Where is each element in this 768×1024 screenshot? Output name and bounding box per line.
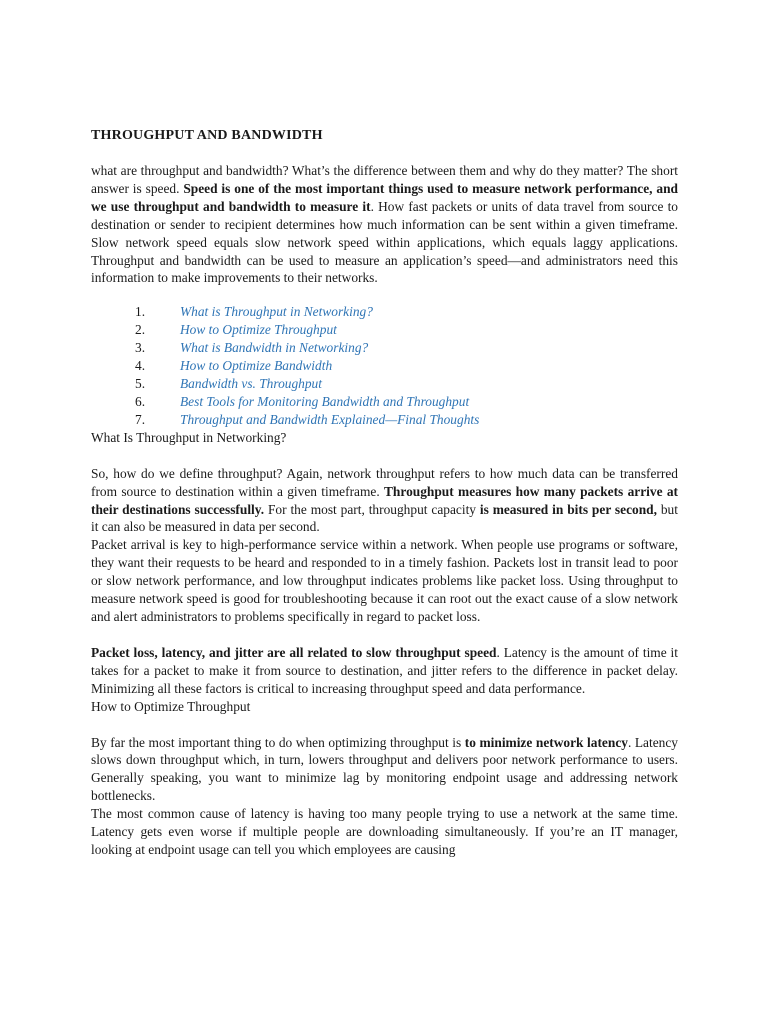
intro-text-2: . How fast packets or units of data travel from source to destination or sender to recipient determines how much information can be sent within a given timeframe. Slow network speed equals slow network speed within applications, which equals laggy applications. Throughput and bandwidth can be used to measure an application’s speed—and administrators need this information to make improvements to their networks. xyxy=(91,198,678,286)
toc-link-final-thoughts[interactable]: Throughput and Bandwidth Explained—Final Thoughts xyxy=(180,411,480,427)
spacer xyxy=(91,447,678,465)
intro-text-1: what are throughput and bandwidth? What’s the difference between them and why do they matter? The short answer is speed. xyxy=(91,163,678,196)
p4-text-1: By far the most important thing to do when optimizing throughput is xyxy=(91,734,465,750)
toc-number: 2. xyxy=(135,322,146,338)
toc-number: 4. xyxy=(135,358,146,374)
packet-loss-paragraph xyxy=(91,644,678,698)
section-heading-optimize-throughput: How to Optimize Throughput xyxy=(91,698,251,714)
toc-link-throughput-networking[interactable]: What is Throughput in Networking? xyxy=(180,304,373,320)
toc-number: 6. xyxy=(135,393,146,409)
packet-arrival-paragraph: Packet arrival is key to high-performance service within a network. When people use programs or software, they want their requests to be heard and responded to in a timely fashion. Packets lost in transit lead to poor or slow network performance, and low throughput indicates problems like packet loss. Using throughput to measure network speed is good for troubleshooting because it can root out the exact cause of a slow network and alert administrators to problems specifically in regard to packet loss. xyxy=(91,537,678,624)
intro-paragraph xyxy=(91,162,678,287)
p1-text-2: For the most part, throughput capacity xyxy=(264,501,480,517)
p1-text-3: but it can also be measured in data per second. xyxy=(91,501,678,535)
toc-link-optimize-bandwidth[interactable]: How to Optimize Bandwidth xyxy=(180,358,333,374)
toc-item xyxy=(91,303,678,321)
p1-bold-1: Throughput measures how many packets arrive at their destinations successfully. xyxy=(91,483,678,517)
table-of-contents xyxy=(91,303,678,428)
toc-number: 7. xyxy=(135,411,146,427)
latency-cause-paragraph: The most common cause of latency is having too many people trying to use a network at the same time. Latency gets even worse if multiple people are downloading simultaneously. If you’re an IT manager, looking at endpoint usage can tell you which employees are causing xyxy=(91,806,678,857)
toc-number: 3. xyxy=(135,340,146,356)
toc-item xyxy=(91,321,678,339)
toc-item xyxy=(91,411,678,429)
document-page xyxy=(91,127,678,859)
document-title: THROUGHPUT AND BANDWIDTH xyxy=(91,128,323,143)
section-heading-throughput: What Is Throughput in Networking? xyxy=(91,429,287,445)
toc-number: 1. xyxy=(135,304,146,320)
spacer xyxy=(91,716,678,734)
toc-number: 5. xyxy=(135,375,146,391)
toc-item xyxy=(91,393,678,411)
p1-bold-2: is measured in bits per second, xyxy=(479,501,657,517)
throughput-definition-paragraph xyxy=(91,465,678,537)
intro-bold-1: Speed is one of the most important things used to measure network performance, and we use throughput and bandwidth to measure it xyxy=(91,180,678,214)
toc-item xyxy=(91,375,678,393)
p3-text-1: . Latency is the amount of time it takes for a packet to make it from source to destination, and jitter refers to the difference in packet delay. Minimizing all these factors is critical to increasing throughput speed and data performance. xyxy=(91,644,678,696)
toc-link-bandwidth-networking[interactable]: What is Bandwidth in Networking? xyxy=(180,340,369,356)
toc-link-optimize-throughput[interactable]: How to Optimize Throughput xyxy=(180,322,337,338)
toc-item xyxy=(91,339,678,357)
optimize-throughput-paragraph xyxy=(91,734,678,806)
spacer xyxy=(91,626,678,644)
toc-link-best-tools[interactable]: Best Tools for Monitoring Bandwidth and Throughput xyxy=(180,393,470,409)
toc-item xyxy=(91,357,678,375)
p3-bold-1: Packet loss, latency, and jitter are all related to slow throughput speed xyxy=(91,644,497,660)
p4-bold-1: to minimize network latency xyxy=(464,734,628,750)
toc-link-bandwidth-vs-throughput[interactable]: Bandwidth vs. Throughput xyxy=(180,375,322,391)
p4-text-2: . Latency slows down throughput which, in turn, lowers throughput and delivers poor network performance to users. Generally speaking, you want to minimize lag by monitoring endpoint usage and addressing network bottlenecks. xyxy=(91,734,679,804)
p1-text-1: So, how do we define throughput? Again, network throughput refers to how much data can be transferred from source to destination within a given timeframe. xyxy=(91,465,678,499)
